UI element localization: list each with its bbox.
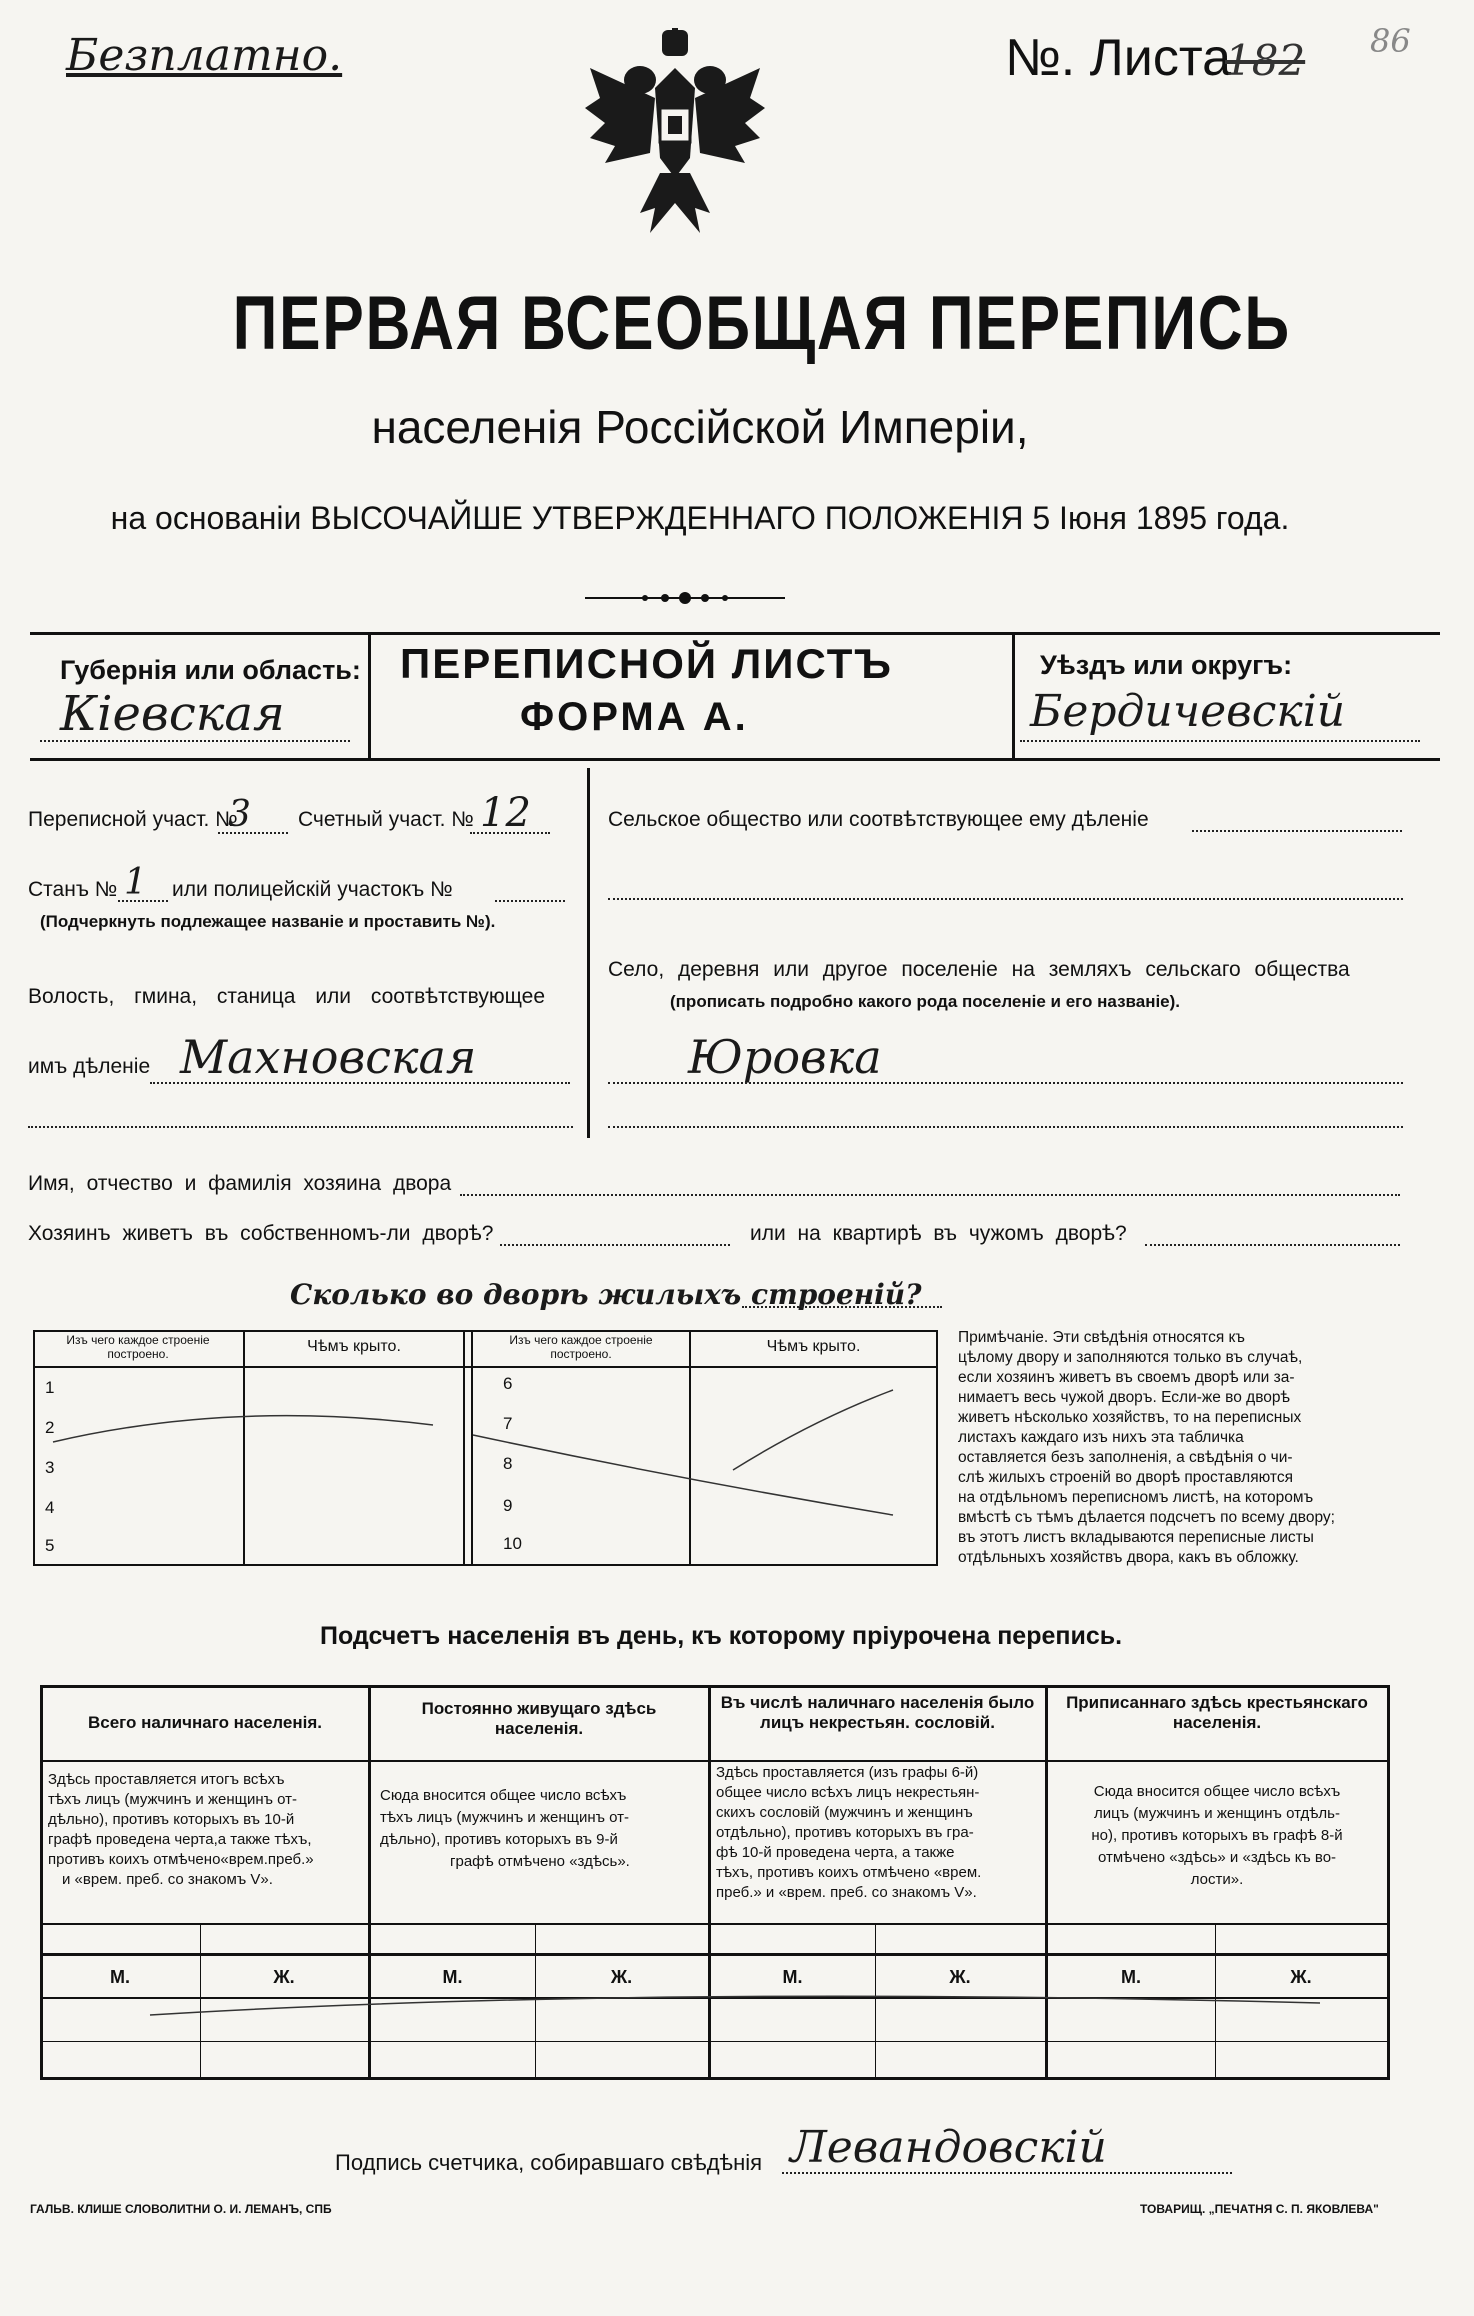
note-line: Примѣчаніе. Эти свѣдѣнія относятся къ	[958, 1329, 1245, 1346]
underline-note: (Подчеркнуть подлежащее названіе и проставить №).	[40, 912, 496, 931]
volost-field[interactable]	[150, 1030, 570, 1084]
strike-through-marks	[33, 1330, 938, 1566]
text-line: Здѣсь проставляется (изъ графы 6-й)	[716, 1764, 979, 1781]
form-box-right-divider	[1012, 632, 1015, 758]
summary-table	[40, 1685, 1390, 2080]
text-line: графѣ проведена черта,а также тѣхъ,	[48, 1831, 312, 1848]
stan-field[interactable]	[118, 862, 168, 903]
printer-left: ГАЛЬВ. КЛИШЕ СЛОВОЛИТНИ О. И. ЛЕМАНЪ, СПБ	[30, 2202, 332, 2216]
count-section-label: Счетный участ. №	[298, 808, 474, 831]
count-section-value: 12	[480, 790, 531, 836]
district-field[interactable]	[1020, 680, 1420, 742]
row-number: 10	[503, 1534, 522, 1553]
sheet-number-label: №. Листа	[1005, 29, 1232, 87]
text-line: отдѣльно), противъ которыхъ въ гра-	[716, 1824, 974, 1841]
note-line: въ этотъ листъ вкладываются переписные листы	[958, 1529, 1314, 1546]
basis-line: на основаніи ВЫСОЧАЙШЕ УТВЕРЖДЕННАГО ПОЛОЖЕНІЯ 5 Іюня 1895 года.	[110, 500, 1290, 536]
note-line: отдѣльныхъ хозяйствъ двора, какъ въ обложку.	[958, 1549, 1299, 1566]
district-value: Бердичевскій	[1030, 686, 1346, 737]
row-number: 8	[503, 1454, 513, 1473]
text-line: тѣхъ лицъ (мужчинъ и женщинъ от-	[380, 1809, 630, 1826]
corner-note: 86	[1370, 22, 1411, 60]
ornament-divider	[585, 588, 785, 608]
count-section-field[interactable]	[470, 790, 550, 836]
stan-value: 1	[124, 862, 147, 903]
province-value: Кіевская	[60, 686, 285, 742]
text-line: лицъ (мужчинъ и женщинъ отдѣль-	[1094, 1805, 1340, 1822]
note-line: цѣлому двору и заполняются только въ случаѣ,	[958, 1349, 1303, 1366]
text-line: тѣхъ лицъ (мужчинъ и женщинъ от-	[48, 1791, 298, 1808]
note-line: листахъ каждаго изъ нихъ эта табличка	[958, 1429, 1244, 1446]
col2-male-header: М.	[442, 1967, 463, 1987]
note-line: нимаетъ весь чужой дворъ. Если-же во дворѣ	[958, 1389, 1291, 1406]
buildings-material-header-right: Изъ чего каждое строеніе построено.	[509, 1333, 653, 1361]
text-line: противъ коихъ отмѣчено«врем.преб.»	[48, 1851, 314, 1868]
form-box-bottom-rule	[30, 758, 1440, 761]
note-line: если хозяинъ живетъ въ своемъ дворѣ или за-	[958, 1369, 1295, 1386]
text-line: Здѣсь проставляется итогъ всѣхъ	[48, 1771, 285, 1788]
village-note: (прописать подробно какого рода поселеніе и его названіе).	[670, 992, 1181, 1011]
col1-male-header: М.	[110, 1967, 130, 1987]
volost-value: Махновская	[180, 1030, 477, 1084]
sheet-title: ПЕРЕПИСНОЙ ЛИСТЪ	[400, 640, 893, 687]
village-value: Юровка	[688, 1030, 882, 1084]
text-line: общее число всѣхъ лицъ некрестьян-	[716, 1784, 980, 1801]
own-yard-field[interactable]	[500, 1222, 730, 1246]
signature-value: Левандовскій	[790, 2122, 1107, 2173]
text-line: Сюда вносится общее число всѣхъ	[1093, 1783, 1341, 1800]
summary-col1-title: Всего наличнаго населенія.	[88, 1713, 322, 1732]
buildings-roof-header-left: Чѣмъ крыто.	[307, 1338, 401, 1355]
text-line: скихъ сословій (мужчинъ и женщинъ	[716, 1804, 973, 1821]
police-section-label: или полицейскій участокъ №	[172, 878, 453, 901]
buildings-material-header-left: Изъ чего каждое строеніе построено.	[66, 1333, 210, 1361]
text-line: Сюда вносится общее число всѣхъ	[380, 1787, 627, 1804]
row-number: 2	[45, 1418, 55, 1437]
col4-male-header: М.	[1121, 1967, 1141, 1987]
census-section-label: Переписной участ. №	[28, 808, 238, 831]
text-line: дѣльно), противъ которыхъ въ 10-й	[48, 1811, 295, 1828]
buildings-table	[33, 1330, 938, 1566]
signature-field[interactable]	[782, 2120, 1232, 2174]
row-number: 6	[503, 1374, 513, 1393]
note-line: живетъ нѣсколько хозяйствъ, то на переписных	[958, 1409, 1302, 1426]
summary-col3-title: Въ числѣ наличнаго населенія было лицъ некрестьян. сословій.	[720, 1693, 1035, 1732]
village-field[interactable]	[608, 1030, 1403, 1084]
form-box-left-divider	[368, 632, 371, 758]
printer-right: ТОВАРИЩ. „ПЕЧАТНЯ С. П. ЯКОВЛЕВА"	[1140, 2202, 1379, 2216]
buildings-roof-header-right: Чѣмъ крыто.	[766, 1338, 861, 1355]
society-label: Сельское общество или соотвѣтствующее ему дѣленіе	[608, 808, 1149, 831]
form-box-top-rule	[30, 632, 1440, 635]
text-line: фѣ 10-й проведена черта, а также	[716, 1844, 955, 1861]
col1-female-header: Ж.	[273, 1967, 295, 1987]
rented-label: или на квартирѣ въ чужомъ дворѣ?	[750, 1222, 1127, 1245]
signature-label: Подпись счетчика, собиравшаго свѣдѣнія	[335, 2150, 763, 2175]
free-label: Безплатно.	[66, 30, 343, 81]
buildings-count-field[interactable]	[742, 1284, 942, 1308]
note-line: оставляется безъ заполненія, а свѣдѣнія о чи-	[958, 1449, 1293, 1466]
province-field[interactable]	[40, 680, 350, 742]
summary-heading: Подсчетъ населенія въ день, къ которому пріурочена перепись.	[320, 1622, 1123, 1650]
village-extra-line[interactable]	[608, 1108, 1403, 1128]
row-number: 5	[45, 1536, 55, 1555]
stan-label: Станъ №	[28, 878, 118, 901]
society-field-1[interactable]	[1192, 808, 1402, 832]
row-number: 7	[503, 1414, 513, 1433]
volost-extra-line[interactable]	[28, 1108, 573, 1128]
district-label: Уѣздъ или округъ:	[1040, 650, 1293, 680]
text-line: лости».	[1190, 1871, 1244, 1888]
summary-col2-title: Постоянно живущаго здѣсь населенія.	[421, 1699, 657, 1738]
row-number: 3	[45, 1458, 55, 1477]
col4-female-header: Ж.	[1290, 1967, 1312, 1987]
text-line: дѣльно), противъ которыхъ въ 9-й	[380, 1831, 618, 1848]
note-line: вмѣстѣ съ тѣмъ дѣлается подсчетъ по всему двору;	[958, 1509, 1335, 1526]
volost-label-line2: имъ дѣленіе	[28, 1055, 151, 1078]
row-number: 9	[503, 1496, 513, 1515]
own-yard-label: Хозяинъ живетъ въ собственномъ-ли дворѣ?	[28, 1222, 494, 1245]
police-section-field[interactable]	[495, 868, 565, 902]
col3-female-header: Ж.	[949, 1967, 971, 1987]
province-label: Губернія или область:	[60, 655, 361, 685]
owner-name-label: Имя, отчество и фамилія хозяина двора	[28, 1172, 452, 1195]
summary-col4-title: Приписаннаго здѣсь крестьянскаго населенія.	[1066, 1693, 1368, 1732]
col3-male-header: М.	[782, 1967, 803, 1987]
text-line: отмѣчено «здѣсь» и «здѣсь къ во-	[1097, 1849, 1337, 1866]
text-line: но), противъ которыхъ въ графѣ 8-й	[1091, 1827, 1343, 1844]
society-field-2[interactable]	[608, 876, 1403, 900]
census-section-value: 3	[228, 794, 251, 835]
buildings-label: Сколько во дворѣ жилыхъ строеній?	[290, 1278, 922, 1311]
subtitle: населенія Россійской Имперіи,	[371, 401, 1029, 453]
rented-field[interactable]	[1145, 1222, 1400, 1246]
owner-name-field[interactable]	[460, 1172, 1400, 1196]
summary-strike-mark	[40, 1685, 1390, 2080]
text-line: тѣхъ, противъ коихъ отмѣчено «врем.	[716, 1864, 982, 1881]
fields-center-divider	[587, 768, 590, 1138]
note-block	[958, 1328, 1398, 1568]
col2-female-header: Ж.	[610, 1967, 633, 1987]
row-number: 4	[45, 1498, 55, 1517]
note-line: слѣ жилыхъ строеній во дворѣ проставляются	[958, 1469, 1293, 1486]
text-line: преб.» и «врем. преб. со знакомъ V».	[716, 1884, 977, 1901]
sheet-number-value: 182	[1225, 36, 1306, 85]
census-section-field[interactable]	[218, 794, 288, 835]
text-line: и «врем. преб. со знакомъ V».	[62, 1871, 273, 1888]
volost-label-line1: Волость, гмина, станица или соотвѣтствующее	[28, 985, 545, 1008]
main-title: ПЕРВАЯ ВСЕОБЩАЯ ПЕРЕПИСЬ	[232, 281, 1291, 366]
row-number: 1	[45, 1378, 55, 1397]
imperial-eagle-emblem	[580, 28, 770, 238]
form-label: ФОРМА А.	[520, 695, 749, 739]
note-line: на отдѣльномъ переписномъ листѣ, на которомъ	[958, 1489, 1314, 1506]
village-label: Село, деревня или другое поселеніе на земляхъ сельскаго общества	[608, 958, 1350, 981]
text-line: графѣ отмѣчено «здѣсь».	[450, 1853, 630, 1870]
